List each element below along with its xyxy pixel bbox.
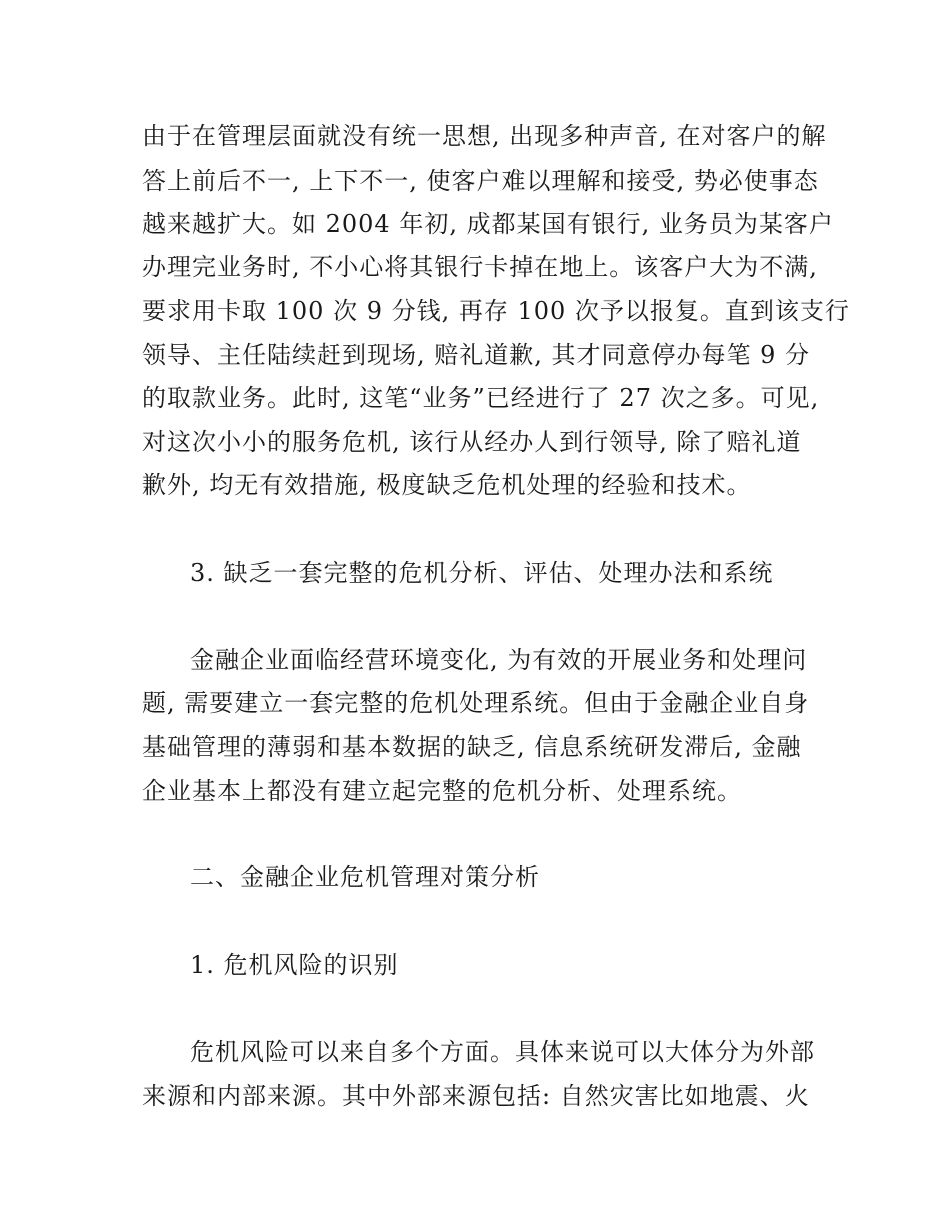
paragraph-line: 办理完业务时, 不小心将其银行卡掉在地上。该客户大为不满,: [142, 253, 818, 281]
paragraph-line: 领导、主任陆续赶到现场, 赔礼道歉, 其才同意停办每笔 9 分: [142, 341, 811, 369]
paragraph-line: 危机风险可以来自多个方面。具体来说可以大体分为外部: [190, 1038, 815, 1066]
paragraph-line: 歉外, 均无有效措施, 极度缺乏危机处理的经验和技术。: [142, 471, 752, 499]
paragraph-line: 对这次小小的服务危机, 该行从经办人到行领导, 除了赔礼道: [142, 428, 802, 456]
subheading-1: 1. 危机风险的识别: [190, 951, 399, 979]
paragraph-line: 的取款业务。此时, 这笔“业务”已经进行了 27 次之多。可见,: [142, 384, 820, 412]
paragraph-line: 由于在管理层面就没有统一思想, 出现多种声音, 在对客户的解: [142, 122, 827, 150]
paragraph-line: 基础管理的薄弱和基本数据的缺乏, 信息系统研发滞后, 金融: [142, 733, 802, 761]
paragraph-line: 越来越扩大。如 2004 年初, 成都某国有银行, 业务员为某客户: [142, 210, 834, 238]
paragraph-line: 要求用卡取 100 次 9 分钱, 再存 100 次予以报复。直到该支行: [142, 297, 850, 325]
paragraph-line: 题, 需要建立一套完整的危机处理系统。但由于金融企业自身: [142, 689, 810, 717]
paragraph-line: 金融企业面临经营环境变化, 为有效的开展业务和处理问: [190, 646, 808, 674]
paragraph-line: 答上前后不一, 上下不一, 使客户难以理解和接受, 势必使事态: [142, 167, 819, 195]
paragraph-line: 企业基本上都没有建立起完整的危机分析、处理系统。: [142, 777, 742, 805]
paragraph-line: 来源和内部来源。其中外部来源包括: 自然灾害比如地震、火: [142, 1082, 810, 1110]
section-heading: 二、金融企业危机管理对策分析: [190, 863, 540, 891]
subheading-3: 3. 缺乏一套完整的危机分析、评估、处理办法和系统: [190, 559, 774, 587]
